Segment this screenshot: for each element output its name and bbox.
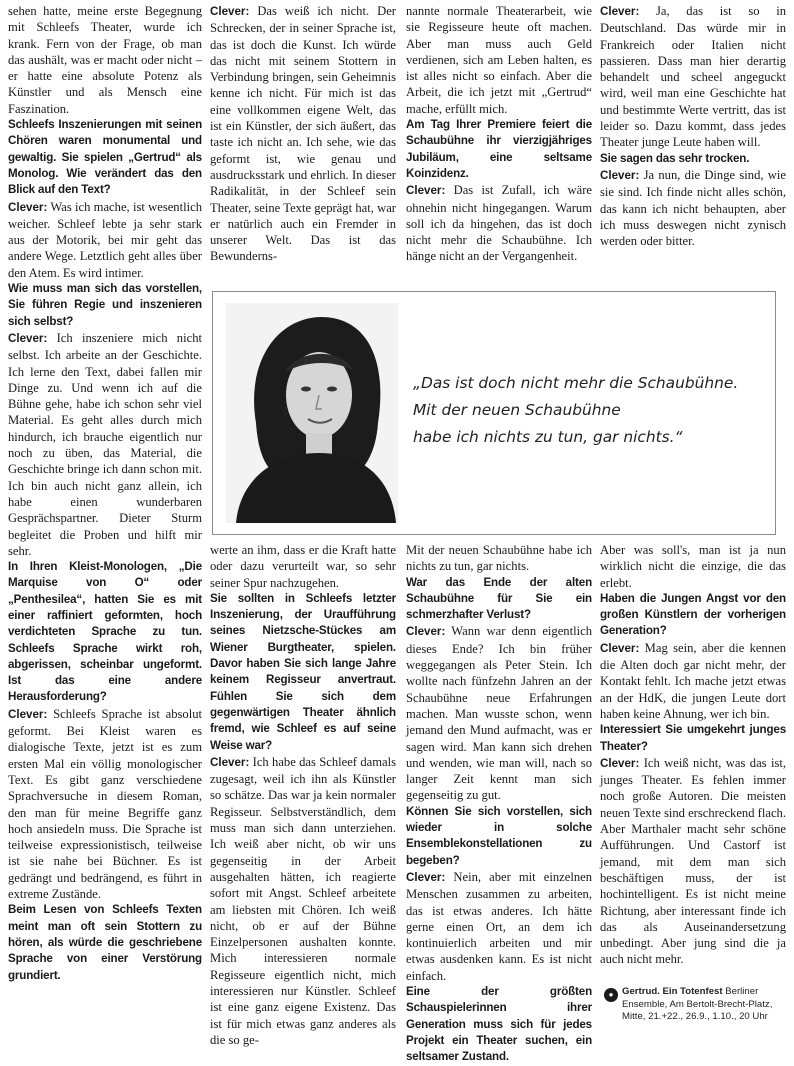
article-column-4-bottom xyxy=(600,542,786,980)
speaker-label: Clever: xyxy=(8,707,48,721)
photo-quote-box xyxy=(212,291,776,535)
interview-question: War das Ende der alten Schaubühne für Sie ein schmerzhafter Verlust? xyxy=(406,575,592,622)
speaker-label: Clever: xyxy=(8,331,48,345)
event-info xyxy=(604,986,788,1056)
pull-quote xyxy=(413,370,763,451)
interview-question: Sie sagen das sehr trocken. xyxy=(600,151,750,165)
interview-answer xyxy=(210,754,396,1048)
speaker-label: Clever: xyxy=(210,5,250,18)
interview-question: Haben die Jungen Angst vor den großen Künstlern der vorherigen Generation? xyxy=(600,591,786,638)
answer-text: Das ist Zufall, ich wäre ohnehin nicht hingegangen. Warum soll ich da hingehen, das ist doch nicht mehr die Schaubühne. Ich hänge nicht an der Vergangenheit. xyxy=(406,183,592,264)
interview-question: Schleefs Inszenierungen mit seinen Chören waren monumental und gewaltig. Sie spielen „Gertrud“ als Monolog. Wie verändert das den Blick auf den Text? xyxy=(8,118,202,197)
interview-question: Können Sie sich vorstellen, sich wieder in solche Ensemblekonstellationen zu begeben? xyxy=(406,804,592,867)
event-info-text xyxy=(604,986,788,1024)
article-column-1 xyxy=(8,3,202,1055)
answer-text: Ich habe das Schleef damals zugesagt, weil ich ihn als Künstler so schätze. Das war ja kein normaler Regisseur. Selbstverständlich, dem muss man sich dann unterziehen. Ich weiß aber nicht, ob wir uns gegenseitig in der Arbeit ausgehalten hätten, ich reagierte sofort mit Angst. Schleef arbeitete am liebsten mit Chören. Ich weiß nicht, ob er auf der Bühne Einzelpersonen aushalten konnte. Mich interessieren normale Regisseure eigentlich nicht, mich interessieren nur Künstler. Schleef ist eine ganz eigene Existenz. Das ist für mich etwas ganz anderes als die so ge- xyxy=(210,754,396,1047)
interview-question: Am Tag Ihrer Premiere feiert die Schaubühne ihr vierzigjähriges Jubiläum, eine seltsame Koinzidenz. xyxy=(406,118,592,180)
event-details: Berliner Ensemble, Am Bertolt-Brecht-Platz, Mitte, 21.+22., 26.9., 1.10., 20 Uhr xyxy=(622,986,773,1023)
interview-question: Interessiert Sie umgekehrt junges Theater? xyxy=(600,723,786,753)
interview-answer xyxy=(8,706,202,903)
article-column-3-bottom xyxy=(406,542,592,1064)
interview-question: Eine der größten Schauspielerinnen ihrer Generation muss sich für jedes Projekt ein Theater suchen, ein seltsamer Zustand. xyxy=(406,985,592,1064)
answer-text: Schleefs Sprache ist absolut geformt. Bei Kleist waren es dialogische Texte, jetzt ist es zum ersten Mal ein völlig monologischer Text. Es gibt ganz verschiedene Sprachversuche in diesem Roman, den man für meine Begriffe ganz hoch ansiedeln muss. Die Sprache ist teilweise expressionistisch, teilweise ist sie nahe bei Büchner. Es ist gedrängt und bedrängend, es führt in extreme Zustände. xyxy=(8,706,202,902)
answer-text: Das weiß ich nicht. Der Schrecken, der in seiner Sprache ist, das ist doch die Kunst. Ich würde das nicht mit seinem Stottern in Verbindung bringen, sein Geheimnis kenne ich nicht. Für mich ist das eine vollkommen eigene Welt, das ist ein Künstler, der sich äußert, das taste ich nicht an. Ich sehe, wie das geformt ist, wie genau und ausdrucksstark und ehrlich. In dieser Radikalität, in der Schleef sein Theater, seine Texte geprägt hat, war er natürlich auch ein Fremder in unserer Welt. Das ist das Bewunderns- xyxy=(210,4,396,264)
speaker-label: Clever: xyxy=(210,755,250,769)
interview-answer xyxy=(406,182,592,264)
paragraph: Mit der neuen Schaubühne habe ich nichts zu tun, gar nichts. xyxy=(406,543,592,574)
speaker-label: Clever: xyxy=(600,168,640,182)
interview-answer xyxy=(406,869,592,984)
answer-text: Ja nun, die Dinge sind, wie sie sind. Ich finde nicht alles schön, das kann ich nicht behaupten, aber ich muss deswegen nicht zynisch werden oder bitter. xyxy=(600,167,786,249)
speaker-label: Clever: xyxy=(406,625,446,639)
speaker-label: Clever: xyxy=(406,184,446,198)
paragraph: werte an ihm, dass er die Kraft hatte oder dazu verurteilt war, so sehr seiner Spur nachzugehen. xyxy=(210,543,396,590)
portrait-photo xyxy=(226,303,398,523)
paragraph: sehen hatte, meine erste Begegnung mit Schleefs Theater, wurde ich krank. Fern von der Frage, ob man das aushält, was er macht oder nicht – er hatte eine absolute Potenz als Künstler und als Mensch eine Faszination. xyxy=(8,4,202,116)
interview-question: Wie muss man sich das vorstellen, Sie führen Regie und inszenieren sich selbst? xyxy=(8,282,202,328)
interview-answer xyxy=(600,640,786,722)
event-title: Gertrud. Ein Totenfest xyxy=(622,986,723,997)
paragraph: Aber was soll's, man ist ja nun wirklich nicht die einzige, die das erlebt. xyxy=(600,543,786,590)
speaker-label: Clever: xyxy=(600,641,640,655)
pull-quote-line: habe ich nichts zu tun, gar nichts.“ xyxy=(413,428,683,446)
speaker-label: Clever: xyxy=(406,870,446,884)
answer-text: Was ich mache, ist wesentlich weicher. Schleef lebte ja sehr stark aus der Motorik, bei mir geht das andere Wege. Letztlich geht alles über den Atem. Es wird intimer. xyxy=(8,199,202,280)
interview-answer xyxy=(406,623,592,803)
speaker-label: Clever: xyxy=(8,200,48,214)
article-column-2-top xyxy=(210,3,396,283)
theater-icon: ● xyxy=(604,988,618,1002)
answer-text: Wann war denn eigentlich dieses Ende? Ich bin früher weggegangen als Peter Stein. Ich wollte nach fünfzehn Jahren an der Schaubühne neue Erfahrungen machen. Man wusste schon, wenn jemand den Mund aufmacht, was er sagen wird. Man kann sich drehen und wenden, wie man will, nach so langer Zeit kennt man sich gegenseitig zu gut. xyxy=(406,624,592,803)
paragraph: nannte normale Theaterarbeit, wie sie Regisseure heute oft machen. Aber man muss auch Geld verdienen, sich am Leben halten, es ist alles nicht so einfach. Aber die Arbeit, die ich jetzt mit „Gertrud“ mache, erfüllt mich. xyxy=(406,4,592,116)
answer-text: Mag sein, aber die kennen die Alten doch gar nicht mehr, der Kontakt fehlt. Ich mache jetzt etwas an der HdK, die jungen Leute dort haben keine Ahnung, wer ich bin. xyxy=(600,640,786,721)
article-column-4-top xyxy=(600,3,786,283)
interview-question: Beim Lesen von Schleefs Texten meint man oft sein Stottern zu hören, als würde die geschriebene Sprache von einer Verstörung grundiert. xyxy=(8,903,202,982)
speaker-label: Clever: xyxy=(600,756,640,770)
interview-answer xyxy=(600,3,786,151)
pull-quote-line: Mit der neuen Schaubühne xyxy=(413,401,621,419)
answer-text: Ich weiß nicht, was das ist, junges Theater. Es fehlen immer noch große Autoren. Die meisten neuen Texte sind erschreckend flach. Aber Marthaler macht sehr schöne Aufführungen. Und Castorf ist jemand, mit dem man sich beschäftigen muss, der ist hochintelligent. Es ist nicht meine Richtung, aber interessant finde ich das als Auseinandersetzung unbedingt. Aber jung sind die ja auch nicht mehr. xyxy=(600,755,786,967)
interview-answer xyxy=(600,167,786,249)
interview-answer xyxy=(210,3,396,265)
answer-text: Nein, aber mit einzelnen Menschen zusammen zu arbeiten, das ist etwas anderes. Ich hätte gerne einen Ort, an dem ich kontinuierlich arbeiten und mir etwas ausdenken kann. Es ist nicht einfach. xyxy=(406,869,592,983)
article-column-3-top xyxy=(406,3,592,283)
interview-answer xyxy=(8,199,202,281)
interview-question: In Ihren Kleist-Monologen, „Die Marquise von O“ oder „Penthesilea“, hatten Sie es mit einer raffiniert geformten, hoch verdichteten Sprache zu tun. Schleefs Sprache wirkt roh, abgerissen, scheinbar ungeformt. Ist das eine andere Herausforderung? xyxy=(8,560,202,704)
answer-text: Ich inszeniere mich nicht selbst. Ich arbeite an der Geschichte. Ich lerne den Text, dabei fallen mir Dinge zu. Und wenn ich auf die Bühne gehe, habe ich schon sehr viel Material. Es geht alles durch mich hindurch, ich brauche eigentlich nur noch zu üben, das Material, die Geschichte bringe ich dann schon mit. Ich bin auch nicht ganz allein, ich habe einen wunderbaren Gesprächspartner. Dieter Sturm begleitet die Proben und hilft mir sehr. xyxy=(8,330,202,558)
answer-text: Ja, das ist so in Deutschland. Das würde mir in Frankreich oder Italien nicht passieren. Dass man hier derartig behandelt und scheel angeguckt wird, weil man eine Geschichte hat und bestimmte Werte vertritt, das ist leider so. Dazu kommt, dass jedes Theater junge Leute haben will. xyxy=(600,4,786,150)
portrait-illustration xyxy=(226,303,398,523)
speaker-label: Clever: xyxy=(600,5,640,18)
interview-question: Sie sollten in Schleefs letzter Inszenierung, der Uraufführung seines Nietzsche-Stückes am Wiener Burgtheater, spielen. Davor haben Sie sich lange Jahre keinem Regisseur anvertraut. Fühlen Sie sich dem gegenwärtigen Theater ähnlich fremd, wie Schleef es auf seine Weise war? xyxy=(210,591,396,752)
pull-quote-line: „Das ist doch nicht mehr die Schaubühne. xyxy=(413,374,739,392)
interview-answer xyxy=(600,755,786,968)
article-column-2-bottom xyxy=(210,542,396,1056)
interview-answer xyxy=(8,330,202,559)
